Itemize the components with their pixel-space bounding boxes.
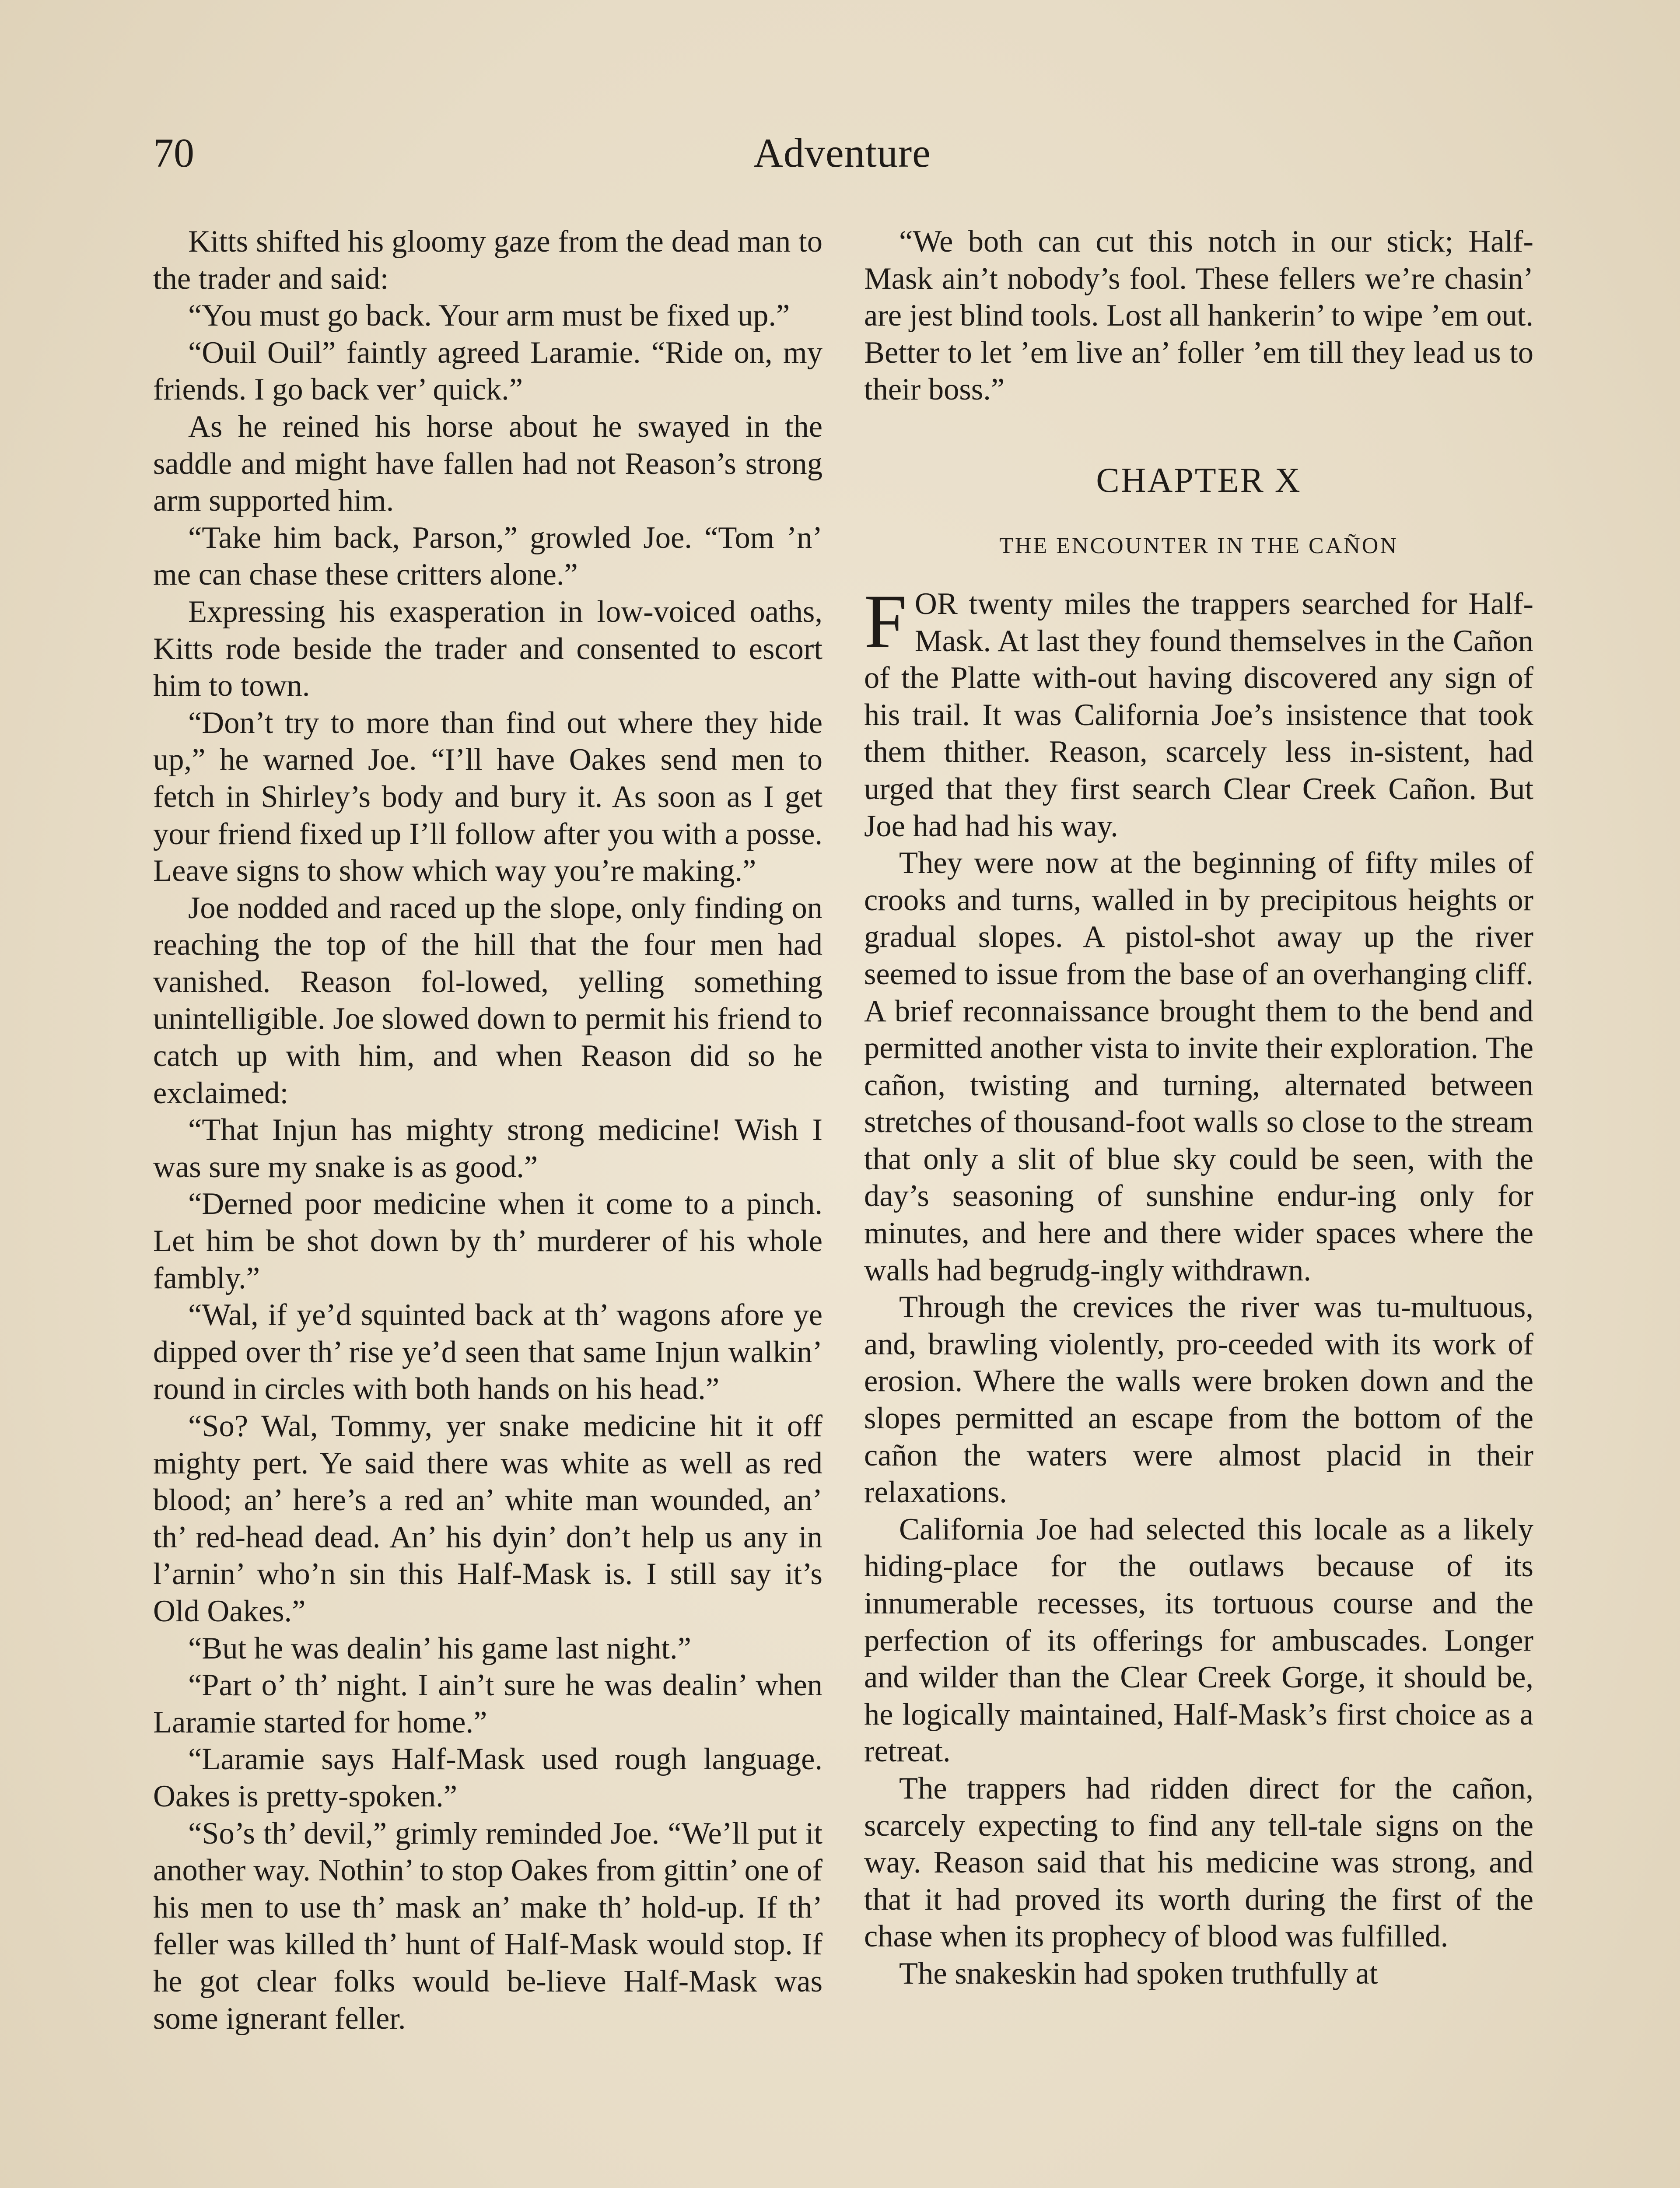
paragraph: “That Injun has mighty strong medicine! Wish I was sure my snake is as good.” [153, 1113, 822, 1184]
chapter-subtitle: THE ENCOUNTER IN THE CAÑON [999, 533, 1398, 558]
paragraph: “So’s th’ devil,” grimly reminded Joe. “We’ll put it another way. Nothin’ to stop Oakes from gittin’ one of his men to use th’ mask an’ make th’ hold-up. If th’ feller was killed th’ hunt of Half-Mask would stop. If he got clear folks would be-lieve Half-Mask was some ignerant feller. [153, 1816, 822, 2036]
paragraph: Through the crevices the river was tu-multuous, and, brawling violently, pro-ceeded with its work of erosion. Where the walls were broken down and the slopes permitted an escape from the bottom of the cañon the waters were almost placid in their relaxations. [864, 1290, 1533, 1510]
chapter-title: CHAPTER X [1096, 461, 1302, 500]
paragraph: “Derned poor medicine when it come to a pinch. Let him be shot down by th’ murderer of his whole fambly.” [153, 1187, 822, 1295]
paragraph: The trappers had ridden direct for the cañon, scarcely expecting to find any tell-tale signs on the way. Reason said that his medicine was strong, and that it had proved its worth during the first of the chase when its prophecy of blood was fulfilled. [864, 1771, 1533, 1954]
page-number: 70 [153, 130, 194, 176]
paragraph: The snakeskin had spoken truthfully at [899, 1956, 1378, 1991]
paragraph: “Wal, if ye’d squinted back at th’ wagons afore ye dipped over th’ rise ye’d seen that same Injun walkin’ round in circles with both hands on his head.” [153, 1298, 822, 1406]
paragraph: “But he was dealin’ his game last night.” [188, 1631, 691, 1666]
paragraph: Kitts shifted his gloomy gaze from the dead man to the trader and said: [153, 224, 822, 296]
paragraph: “You must go back. Your arm must be fixed up.” [188, 298, 790, 333]
page-header [153, 123, 1531, 193]
paragraph: Expressing his exasperation in low-voiced oaths, Kitts rode beside the trader and consented to escort him to town. [153, 594, 822, 703]
paragraph: California Joe had selected this locale as a likely hiding-place for the outlaws because of its innumerable recesses, its tortuous course and the perfection of its offerings for ambuscades. Longer and wilder than the Clear Creek Gorge, it should be, he logically maintained, Half-Mask’s first choice as a retreat. [864, 1512, 1533, 1769]
paragraph: Joe nodded and raced up the slope, only finding on reaching the top of the hill that the four men had vanished. Reason fol-lowed, yelling something unintelligible. Joe slowed down to permit his friend to catch up with him, and when Reason did so he exclaimed: [153, 891, 822, 1110]
paragraph: “We both can cut this notch in our stick; Half-Mask ain’t nobody’s fool. These fellers we’re chasin’ are jest blind tools. Lost all hankerin’ to wipe ’em out. Better to let ’em live an’ foller ’em till they lead us to their boss.” [864, 224, 1533, 407]
running-title: Adventure [753, 130, 931, 176]
paragraph: As he reined his horse about he swayed in the saddle and might have fallen had not Reason’s strong arm supported him. [153, 409, 822, 518]
paragraph: “Laramie says Half-Mask used rough language. Oakes is pretty-spoken.” [153, 1742, 822, 1813]
paragraph: “Ouil Ouil” faintly agreed Laramie. “Ride on, my friends. I go back ver’ quick.” [153, 335, 822, 407]
paragraph: “So? Wal, Tommy, yer snake medicine hit it off mighty pert. Ye said there was white as well as red blood; an’ here’s a red an’ white man wounded, an’ th’ red-head dead. An’ his dyin’ don’t help us any in l’arnin’ who’n sin this Half-Mask is. I still say it’s Old Oakes.” [153, 1409, 822, 1628]
right-column [864, 223, 1533, 1992]
paragraph: They were now at the beginning of fifty miles of crooks and turns, walled in by precipitous heights or gradual slopes. A pistol-shot away up the river seemed to issue from the base of an overhanging cliff. A brief reconnaissance brought them to the bend and permitted another vista to invite their exploration. The cañon, twisting and turning, alternated between stretches of thousand-foot walls so close to the stream that only a slit of blue sky could be seen, with the day’s seasoning of sunshine endur-ing only for minutes, and here and there wider spaces where the walls had begrudg-ingly withdrawn. [864, 846, 1533, 1287]
left-column [153, 223, 822, 2037]
paragraph: “Part o’ th’ night. I ain’t sure he was dealin’ when Laramie started for home.” [153, 1668, 822, 1739]
paragraph: “Take him back, Parson,” growled Joe. “Tom ’n’ me can chase these critters alone.” [153, 520, 822, 592]
drop-cap: F [864, 579, 907, 664]
opening-text: OR twenty miles the trappers searched for Half-Mask. At last they found themselves in the Cañon of the Platte with-out having discovered any sign of his trail. It was California Joe’s insistence that took them thither. Reason, scarcely less in-sistent, had urged that they first search Clear Creek Cañon. But Joe had had his way. [864, 586, 1533, 843]
paragraph: “Don’t try to more than find out where they hide up,” he warned Joe. “I’ll have Oakes send men to fetch in Shirley’s body and bury it. As soon as I get your friend fixed up I’ll follow after you with a posse. Leave signs to show which way you’re making.” [153, 705, 822, 888]
chapter-opening-paragraph [864, 579, 1533, 845]
